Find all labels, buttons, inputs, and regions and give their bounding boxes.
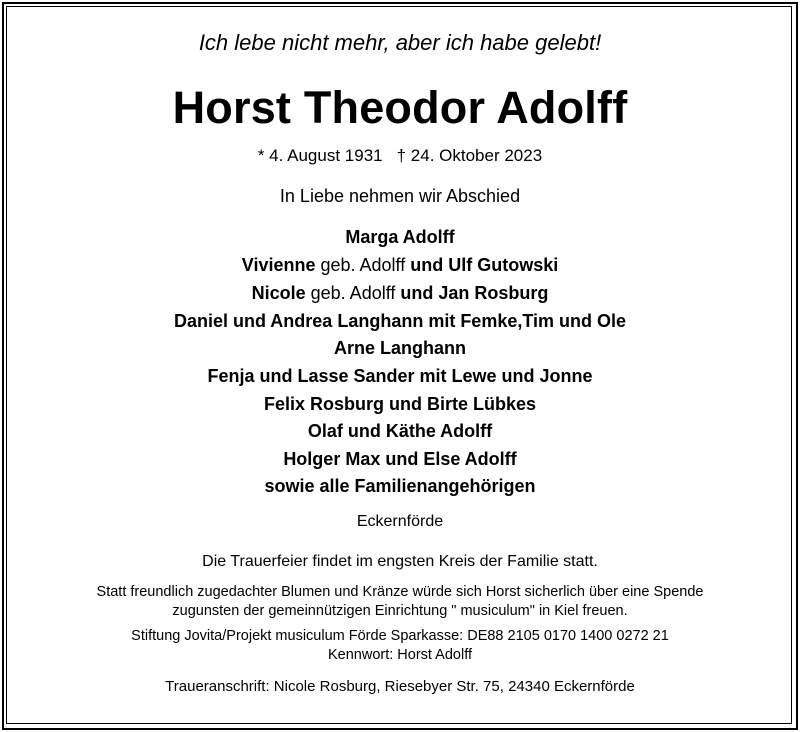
farewell-line: In Liebe nehmen wir Abschied [279, 186, 521, 206]
family-line-3: Nicole geb. Adolff und Jan Rosburg [251, 283, 549, 303]
bank-details: Stiftung Jovita/Projekt musiculum Förde Sparkasse: DE88 2105 0170 1400 0272 21 [131, 628, 669, 644]
family-line-4: Daniel und Andrea Langhann mit Femke,Tim und Ole [173, 311, 627, 331]
family-line-8: Olaf und Käthe Adolff [307, 421, 493, 441]
family-line-7: Felix Rosburg und Birte Lübkes [263, 394, 537, 414]
donation-line-1: Statt freundlich zugedachter Blumen und Kränze würde sich Horst sicherlich über eine Spende [96, 584, 704, 600]
family-line-6: Fenja und Lasse Sander mit Lewe und Jonne [207, 366, 593, 386]
family-line-1: Marga Adolff [345, 227, 455, 247]
family-line-5: Arne Langhann [333, 338, 466, 358]
family-line-2: Vivienne geb. Adolff und Ulf Gutowski [241, 255, 559, 275]
death-date: † 24. Oktober 2023 [396, 146, 543, 165]
ceremony-note: Die Trauerfeier findet im engsten Kreis der Familie statt. [202, 553, 598, 570]
donation-line-2: zugunsten der gemeinnützigen Einrichtung " musiculum" in Kiel freuen. [172, 603, 628, 619]
family-line-9: Holger Max und Else Adolff [283, 449, 517, 469]
deceased-name: Horst Theodor Adolff [172, 82, 628, 133]
mourning-address: Traueranschrift: Nicole Rosburg, Riesebyer Str. 75, 24340 Eckernförde [165, 678, 635, 695]
place: Eckernförde [356, 513, 444, 530]
motto: Ich lebe nicht mehr, aber ich habe gelebt! [198, 30, 602, 55]
birth-date: * 4. August 1931 [257, 146, 383, 165]
family-line-10: sowie alle Familienangehörigen [264, 476, 536, 496]
life-dates [0, 146, 800, 166]
donation-keyword: Kennwort: Horst Adolff [327, 647, 472, 663]
